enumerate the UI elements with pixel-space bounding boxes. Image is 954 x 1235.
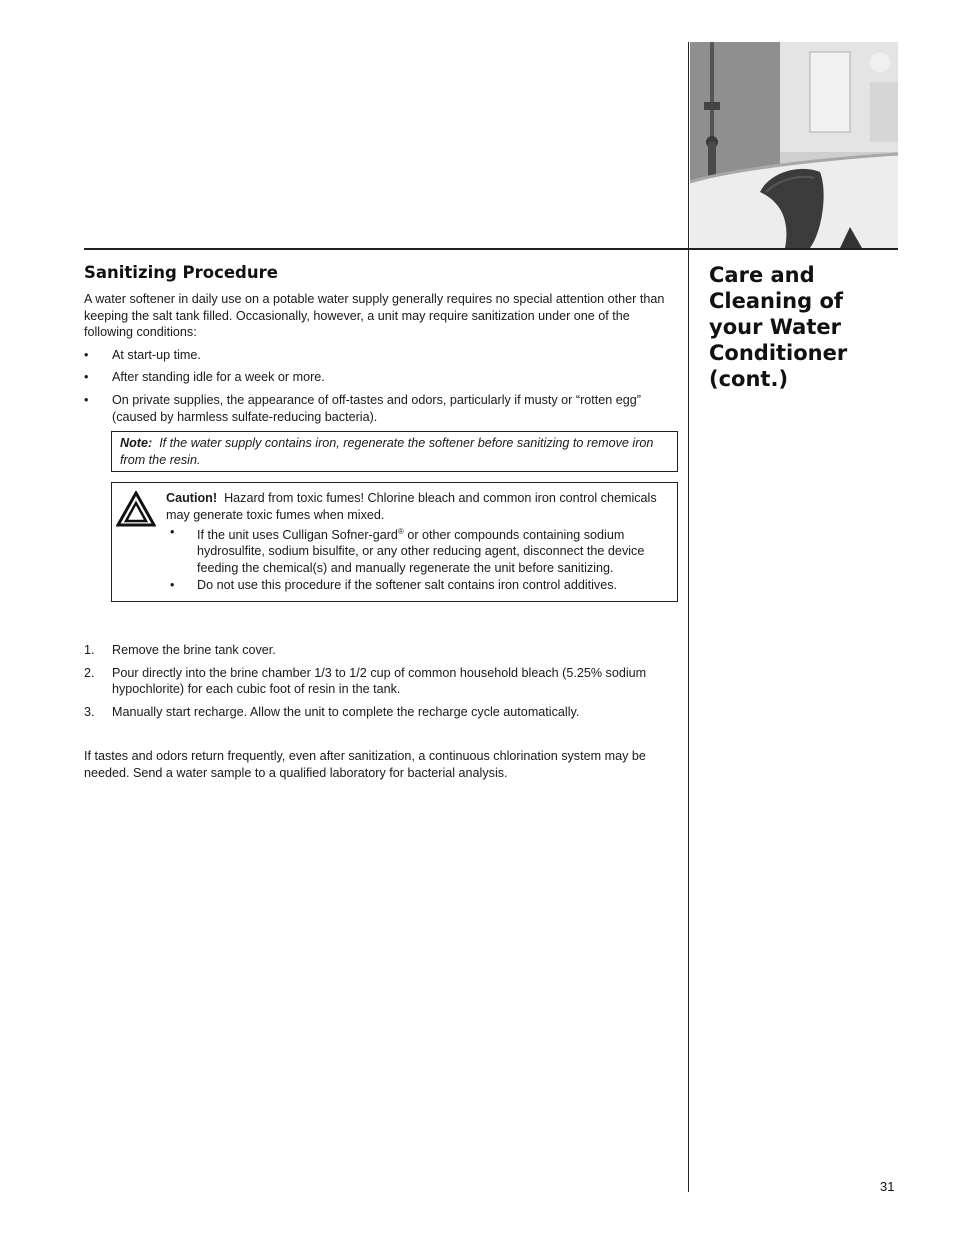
caution-text: Caution! Hazard from toxic fumes! Chlorine bleach and common iron control chemicals may generate toxic fumes when mixed. [166,491,657,522]
bullet: • [84,347,89,362]
closing-paragraph: If tastes and odors return frequently, even after sanitization, a continuous chlorination system may be needed. Send a water sample to a qualified laboratory for bacterial analysis. [84,749,646,781]
procedure-heading: Sanitizing Procedure [84,263,278,282]
note-label: Note: [120,436,153,451]
list-item: • After standing idle for a week or more. [84,370,325,385]
list-item: • At start-up time. [84,347,201,362]
caution-box [111,482,678,602]
conditions-list [84,347,678,425]
note-box [111,431,678,472]
registered-mark: ® [397,526,404,536]
page-number: 31 [880,1179,895,1194]
list-item: • Do not use this procedure if the softener salt contains iron control additives. [170,577,618,592]
caution-label: Caution! [166,491,218,506]
steps-list [84,642,678,720]
bullet: • [84,392,89,407]
bathtub-illustration [690,42,898,248]
bullet: • [84,370,89,385]
bullet: • [170,577,175,592]
caution-list [166,524,667,594]
column-divider-vertical [688,42,689,1192]
step-item: 1. Remove the brine tank cover. [84,643,276,658]
bathtub-photo [690,42,898,248]
step-item: 3. Manually start recharge. Allow the unit to complete the recharge cycle automatically. [84,704,580,719]
step-item: 2. Pour directly into the brine chamber 1/3 to 1/2 cup of common household bleach (5.25% sodium hypochlorite) for each cubic foot of resin in the tank. [84,665,647,697]
intro-paragraph: A water softener in daily use on a potable water supply generally requires no special attention other than keeping the salt tank filled. Occasionally, however, a unit may require sanitization under one of the following conditions: [84,292,665,340]
bullet: • [170,524,175,539]
list-item: • If the unit uses Culligan Sofner-gard® or other compounds containing sodium hydrosulfite, sodium bisulfite, or any other reducing agent, disconnect the device feeding the chemical(s) and manually regenerate the unit before sanitizing. [170,524,645,575]
note-text: If the water supply contains iron, regenerate the softener before sanitizing to remove iron from the resin. [120,436,654,467]
main-content [84,262,678,782]
warning-triangle-icon [116,491,156,527]
header-divider-horizontal [84,248,898,250]
list-item: • On private supplies, the appearance of off-tastes and odors, particularly if musty or “rotten egg” (caused by harmless sulfate-reducing bacteria). [84,392,641,424]
section-title: Care and Cleaning of your Water Conditioner (cont.) [709,263,848,391]
